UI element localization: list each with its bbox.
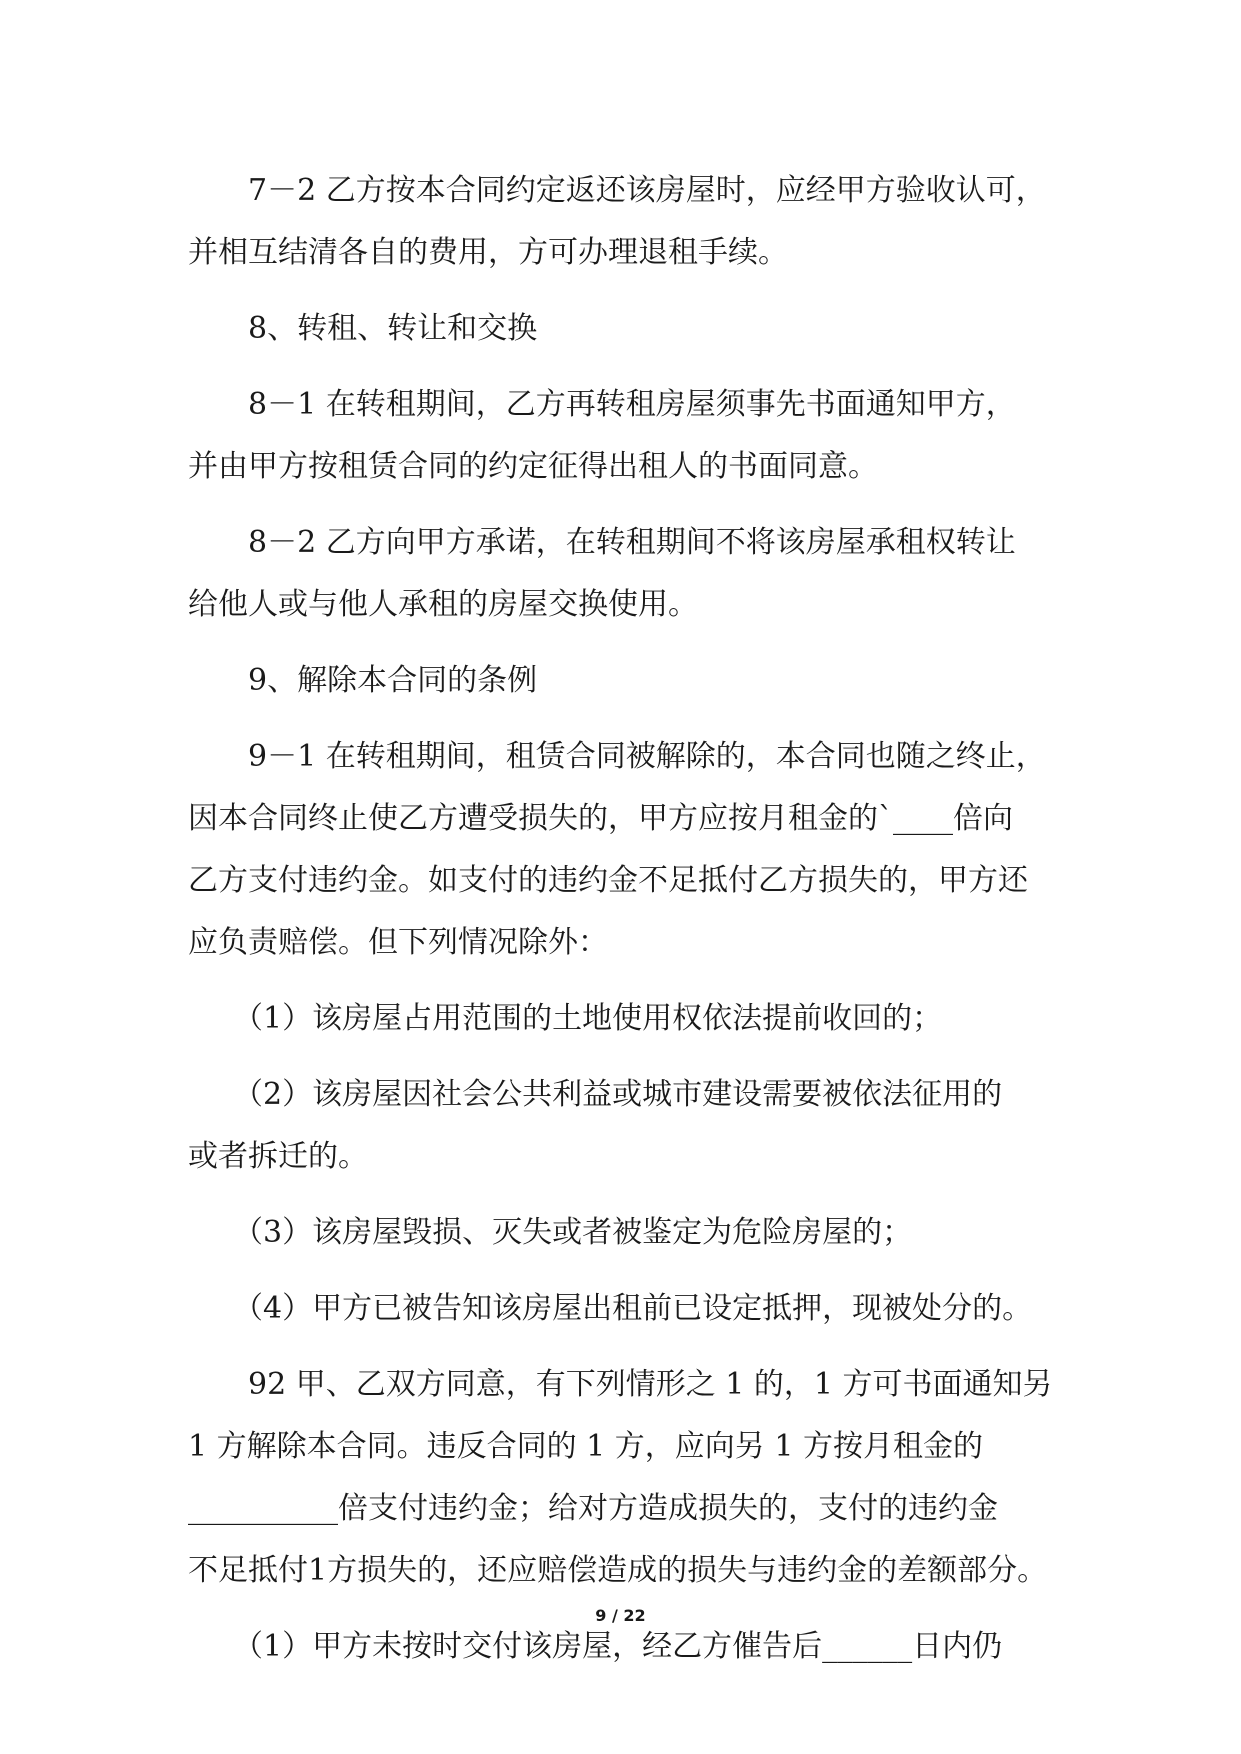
text-line: 并相互结清各自的费用，方可办理退租手续。 [188, 235, 788, 270]
text-line: 9－1 在转租期间，租赁合同被解除的，本合同也随之终止， [188, 739, 1046, 774]
text-line: （2）该房屋因社会公共利益或城市建设需要被依法征用的 [188, 1077, 1003, 1112]
text-line: 1 方解除本合同。违反合同的 1 方，应向另 1 方按月租金的 [188, 1429, 983, 1464]
text-line: 给他人或与他人承租的房屋交换使用。 [188, 587, 698, 622]
text-line: 9、解除本合同的条例 [188, 663, 538, 698]
document-body [188, 160, 1058, 1678]
text-line: 8－1 在转租期间，乙方再转租房屋须事先书面通知甲方， [188, 387, 1016, 422]
text-line: 乙方支付违约金。如支付的违约金不足抵付乙方损失的，甲方还 [188, 863, 1028, 898]
text-line: （1）甲方未按时交付该房屋，经乙方催告后______日内仍 [188, 1629, 1003, 1664]
text-line: 92 甲、乙双方同意，有下列情形之 1 的，1 方可书面通知另 [188, 1367, 1053, 1402]
text-line: 8－2 乙方向甲方承诺，在转租期间不将该房屋承租权转让 [188, 525, 1016, 560]
text-line: 应负责赔偿。但下列情况除外： [188, 925, 608, 960]
text-line: __________倍支付违约金；给对方造成损失的，支付的违约金 [188, 1491, 998, 1526]
page-number: 9 / 22 [595, 1606, 646, 1625]
text-line: （1）该房屋占用范围的土地使用权依法提前收回的； [188, 1001, 943, 1036]
text-line: 7－2 乙方按本合同约定返还该房屋时，应经甲方验收认可， [188, 173, 1046, 208]
text-line: 因本合同终止使乙方遭受损失的，甲方应按月租金的`____倍向 [188, 801, 1013, 836]
text-line: 8、转租、转让和交换 [188, 311, 538, 346]
text-line: 不足抵付1方损失的，还应赔偿造成的损失与违约金的差额部分。 [188, 1553, 1048, 1588]
text-line: 或者拆迁的。 [188, 1139, 368, 1174]
text-line: （4）甲方已被告知该房屋出租前已设定抵押，现被处分的。 [188, 1291, 1033, 1326]
text-line: 并由甲方按租赁合同的约定征得出租人的书面同意。 [188, 449, 878, 484]
text-line: （3）该房屋毁损、灭失或者被鉴定为危险房屋的； [188, 1215, 913, 1250]
